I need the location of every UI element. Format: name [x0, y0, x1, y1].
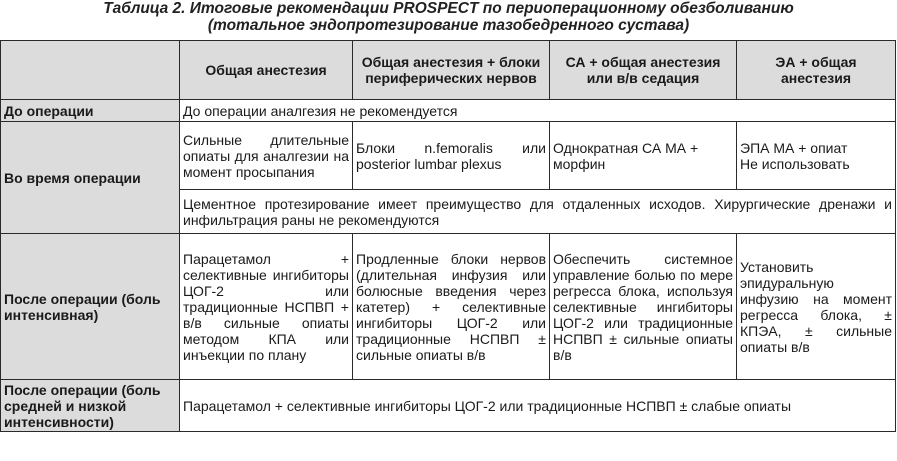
- after-high-sa: Обеспечить системное управление болью по мере регресса блока, используя селективные ингибиторы ЦОГ-2 или традиционные НСПВП ± сильные опиаты в/в: [550, 234, 737, 380]
- recommendations-table: [0, 40, 896, 432]
- row-label-after-high: После операции (боль интенсивная): [1, 234, 180, 380]
- header-ga-peripheral-blocks: Общая анестезия + блоки периферических нервов: [353, 41, 550, 100]
- header-row: [1, 41, 896, 100]
- during-ea-line-1: ЭПА МА + опиат: [740, 139, 848, 156]
- table-caption: [0, 0, 897, 38]
- row-before-surgery: [1, 100, 896, 122]
- row-after-high: [1, 234, 896, 380]
- during-ea-line-2: Не использовать: [740, 155, 850, 172]
- during-ea: [737, 122, 896, 190]
- header-ea-ga: ЭА + общая анестезия: [737, 41, 896, 100]
- row-label-during: Во время операции: [1, 122, 180, 234]
- after-low-text: Парацетамол + селективные ингибиторы ЦОГ-2 или традиционные НСПВП ± слабые опиаты: [180, 380, 896, 432]
- during-general-anesthesia: Сильные длительные опиаты для аналгезии на момент просыпания: [180, 122, 353, 190]
- during-peripheral-blocks: Блоки n.femoralis или posterior lumbar plexus: [353, 122, 550, 190]
- after-high-ea: Установить эпидуральную инфузию на момент регресса блока, ± КПЭА, ± сильные опиаты в/в: [737, 234, 896, 380]
- during-sa: Однократная СА МА + морфин: [550, 122, 737, 190]
- after-high-peripheral-blocks: Продленные блоки нервов (длительная инфузия или болюсные введения через катетер) + селективные ингибиторы ЦОГ-2 или традиционные НСПВП ± сильные опиаты в/в: [353, 234, 550, 380]
- caption-line-1: Таблица 2. Итоговые рекомендации PROSPECT по периоперационному обезболиванию: [103, 0, 794, 17]
- row-label-before: До операции: [1, 100, 180, 122]
- row-after-low: [1, 380, 896, 432]
- row-label-after-low: После операции (боль средней и низкой интенсивности): [1, 380, 180, 432]
- before-surgery-text: До операции аналгезия не рекомендуется: [180, 100, 896, 122]
- caption-line-2: (тотальное эндопротезирование тазобедренного сустава): [207, 17, 690, 34]
- header-general-anesthesia: Общая анестезия: [180, 41, 353, 100]
- row-during-surgery: [1, 122, 896, 190]
- header-sa-ga-sedation: СА + общая анестезия или в/в седация: [550, 41, 737, 100]
- after-high-general-anesthesia: Парацетамол + селективные ингибиторы ЦОГ-2 или традиционные НСПВП + в/в сильные опиаты методом КПА или инъекции по плану: [180, 234, 353, 380]
- during-surgery-note: Цементное протезирование имеет преимущество для отдаленных исходов. Хирургические дренажи и инфильтрация раны не рекомендуются: [180, 190, 896, 234]
- header-corner-cell: [1, 41, 180, 100]
